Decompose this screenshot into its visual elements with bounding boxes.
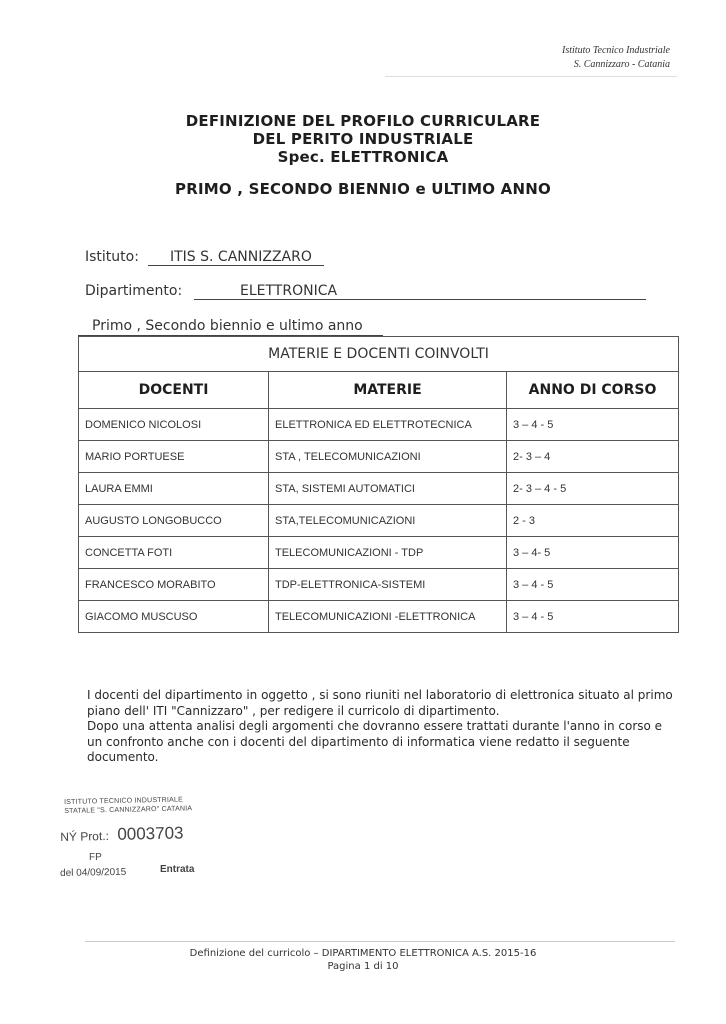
protocol-status: Entrata <box>160 864 195 875</box>
header-divider <box>385 76 677 77</box>
stamp-line2: STATALE "S. CANNIZZARO" CATANIA <box>64 805 193 815</box>
anno-cell: 3 – 4 - 5 <box>507 569 679 601</box>
table-row <box>79 601 679 633</box>
materie-cell: TELECOMUNICAZIONI -ELETTRONICA <box>269 601 507 633</box>
anno-cell: 3 – 4 - 5 <box>507 601 679 633</box>
anno-cell: 3 – 4 - 5 <box>507 409 679 441</box>
materie-cell: TELECOMUNICAZIONI - TDP <box>269 537 507 569</box>
dipartimento-label: Dipartimento: <box>85 283 183 299</box>
docente-cell: LAURA EMMI <box>79 473 269 505</box>
document-title-line1: DEFINIZIONE DEL PROFILO CURRICULARE <box>185 112 541 130</box>
protocol-number-row <box>60 823 184 846</box>
document-title-line2: DEL PERITO INDUSTRIALE <box>252 130 474 148</box>
table-row <box>79 409 679 441</box>
docente-cell: FRANCESCO MORABITO <box>79 569 269 601</box>
docenti-table <box>78 336 679 633</box>
table-row <box>79 505 679 537</box>
table-row <box>79 569 679 601</box>
stamp-line1: ISTITUTO TECNICO INDUSTRIALE <box>64 796 184 806</box>
istituto-underline <box>148 265 324 266</box>
column-header-docenti: DOCENTI <box>79 372 269 409</box>
anno-cell: 2- 3 – 4 <box>507 441 679 473</box>
protocol-number: 0003703 <box>117 823 184 844</box>
protocol-date: del 04/09/2015 <box>60 866 127 879</box>
document-title-line3: Spec. ELETTRONICA <box>277 148 449 166</box>
school-header-line1: Istituto Tecnico Industriale <box>562 45 670 56</box>
school-header-line2: S. Cannizzaro - Catania <box>573 59 670 70</box>
body-paragraph-2: Dopo una attenta analisi degli argomenti che dovranno essere trattati durante l'anno in corso e un confronto anche con i docenti del dipartimento di informatica viene redatto il seguente documento. <box>87 719 663 764</box>
docente-cell: DOMENICO NICOLOSI <box>79 409 269 441</box>
footer-title: Definizione del curricolo – DIPARTIMENTO ELETTRONICA A.S. 2015-16 <box>189 948 537 959</box>
istituto-value: ITIS S. CANNIZZARO <box>170 249 312 265</box>
materie-cell: STA, SISTEMI AUTOMATICI <box>269 473 507 505</box>
protocol-label: NÝ Prot.: <box>60 828 110 844</box>
footer-divider <box>85 941 675 942</box>
body-paragraph-1: I docenti del dipartimento in oggetto , si sono riuniti nel laboratorio di elettronica situato al primo piano dell' ITI "Cannizzaro" , per redigere il curricolo di dipartimento. <box>87 688 673 718</box>
dipartimento-value: ELETTRONICA <box>240 283 338 299</box>
materie-cell: TDP-ELETTRONICA-SISTEMI <box>269 569 507 601</box>
dipartimento-underline <box>194 299 646 300</box>
docente-cell: MARIO PORTUESE <box>79 441 269 473</box>
materie-cell: ELETTRONICA ED ELETTROTECNICA <box>269 409 507 441</box>
table-caption: MATERIE E DOCENTI COINVOLTI <box>79 337 679 372</box>
document-subtitle: PRIMO , SECONDO BIENNIO e ULTIMO ANNO <box>175 180 551 198</box>
materie-cell: STA,TELECOMUNICAZIONI <box>269 505 507 537</box>
docente-cell: GIACOMO MUSCUSO <box>79 601 269 633</box>
istituto-label: Istituto: <box>85 249 139 265</box>
anno-cell: 3 – 4- 5 <box>507 537 679 569</box>
docente-cell: AUGUSTO LONGOBUCCO <box>79 505 269 537</box>
materie-cell: STA , TELECOMUNICAZIONI <box>269 441 507 473</box>
docente-cell: CONCETTA FOTI <box>79 537 269 569</box>
anno-cell: 2 - 3 <box>507 505 679 537</box>
table-row <box>79 537 679 569</box>
column-header-materie: MATERIE <box>269 372 507 409</box>
column-header-anno: ANNO DI CORSO <box>507 372 679 409</box>
table-row <box>79 441 679 473</box>
periodo-label: Primo , Secondo biennio e ultimo anno <box>92 318 363 334</box>
page-number: Pagina 1 di 10 <box>327 961 399 972</box>
protocol-stamp <box>64 795 192 816</box>
protocol-code: FP <box>89 852 102 863</box>
table-row <box>79 473 679 505</box>
anno-cell: 2- 3 – 4 - 5 <box>507 473 679 505</box>
school-header <box>562 44 670 72</box>
